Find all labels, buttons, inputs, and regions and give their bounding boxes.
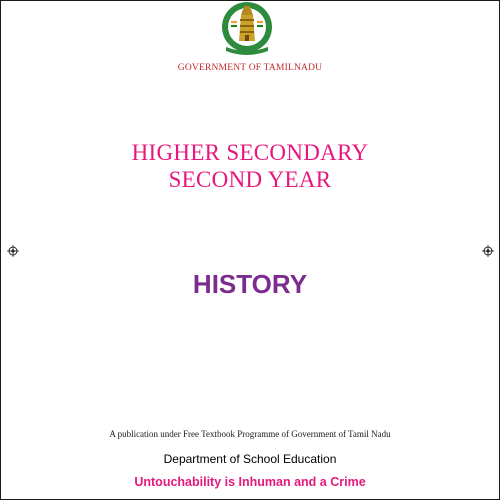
- subject-title: HISTORY: [192, 269, 308, 299]
- tamil-nadu-emblem-icon: [212, 1, 282, 57]
- crosshair-registration-icon: [482, 245, 494, 257]
- untouchability-notice: Untouchability is Inhuman and a Crime: [134, 475, 366, 489]
- title-line-1: HIGHER SECONDARY: [131, 140, 369, 165]
- title-line-2: SECOND YEAR: [168, 167, 332, 192]
- crosshair-registration-icon: [7, 245, 19, 257]
- publication-note: A publication under Free Textbook Programme of Government of Tamil Nadu: [109, 429, 391, 439]
- department-name: Department of School Education: [163, 452, 337, 466]
- government-heading: GOVERNMENT OF TAMILNADU: [177, 63, 323, 73]
